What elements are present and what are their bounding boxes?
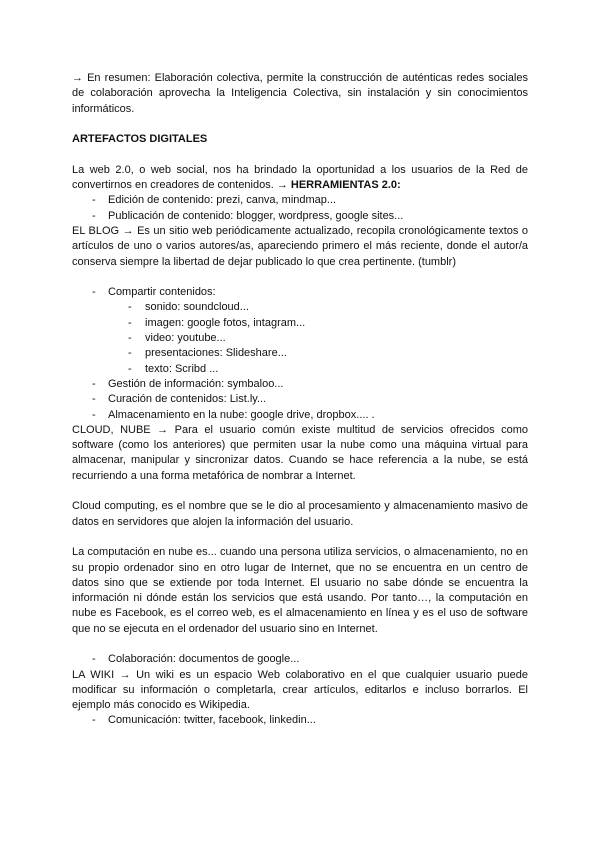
list-item: - Gestión de información: symbaloo... — [72, 377, 528, 392]
list-item: - Almacenamiento en la nube: google drive, dropbox.... . — [72, 408, 528, 423]
web20-text: La web 2.0, o web social, nos ha brindado la oportunidad a los usuarios de la Red de convertirnos en creadores de contenidos. → — [72, 163, 528, 192]
list-item: - Publicación de contenido: blogger, wordpress, google sites... — [72, 209, 528, 224]
sub-list-item: - texto: Scribd ... — [72, 362, 528, 377]
tools-list-1 — [72, 193, 528, 224]
web20-tools-label: HERRAMIENTAS 2.0: — [290, 179, 401, 192]
document-page — [72, 71, 528, 729]
sub-list-item: - sonido: soundcloud... — [72, 300, 528, 315]
list-item: - Comunicación: twitter, facebook, linkedin... — [72, 713, 528, 728]
blog-paragraph: EL BLOG → Es un sitio web periódicamente actualizado, recopila cronológicamente textos o artículos de uno o varios autores/as, apareciendo primero el más reciente, donde el autor/a conserva siempre la libertad de dejar publicado lo que crea pertinente. (tumblr) — [72, 224, 528, 268]
sub-list-item: - imagen: google fotos, intagram... — [72, 316, 528, 331]
sub-list-item: - presentaciones: Slideshare... — [72, 346, 528, 361]
comm-list — [72, 713, 528, 728]
wiki-paragraph: LA WIKI → Un wiki es un espacio Web colaborativo en el que cualquier usuario puede modificar su información o completarla, crear artículos, editarlos e incluso borrarlos. El ejemplo más conocido es Wikipedia. — [72, 668, 528, 712]
cloud-paragraph: CLOUD, NUBE → Para el usuario común existe multitud de servicios ofrecidos como software (como los anteriores) que permiten usar la nube como una máquina virtual para almacenar, manipular y sincronizar datos. Cuando se hace referencia a la nube, se está recurriendo a una forma metafórica de nombrar a Internet. — [72, 423, 528, 482]
list-item: - Compartir contenidos: — [72, 285, 528, 300]
list-item: - Curación de contenidos: List.ly... — [72, 392, 528, 407]
computacion-paragraph: La computación en nube es... cuando una persona utiliza servicios, o almacenamiento, no en su propio ordenador sino en otro lugar de Internet, que no se encuentra en un centro de datos sino que se extiende por toda Internet. El usuario no sabe dónde se encuentra la información ni dónde están los servicios que está usando. Por tanto…, la computación en nube es Facebook, es el correo web, es el almacenamiento en línea y es el uso de software que no se ejecuta en el ordenador del usuario sino en Internet. — [72, 546, 528, 635]
intro-paragraph: → En resumen: Elaboración colectiva, permite la construcción de auténticas redes sociales de colaboración aprovecha la Inteligencia Colectiva, sin instalación y sin conocimientos informáticos. — [72, 72, 528, 115]
section-heading: ARTEFACTOS DIGITALES — [72, 133, 208, 146]
list-item: - Edición de contenido: prezi, canva, mindmap... — [72, 193, 528, 208]
cloud-computing-paragraph: Cloud computing, es el nombre que se le dio al procesamiento y almacenamiento masivo de datos en servidores que alojen la información del usuario. — [72, 500, 528, 528]
web20-paragraph — [72, 163, 528, 194]
sub-list-item: - video: youtube... — [72, 331, 528, 346]
collab-list — [72, 652, 528, 667]
tools-list-2 — [72, 285, 528, 423]
list-item: - Colaboración: documentos de google... — [72, 652, 528, 667]
